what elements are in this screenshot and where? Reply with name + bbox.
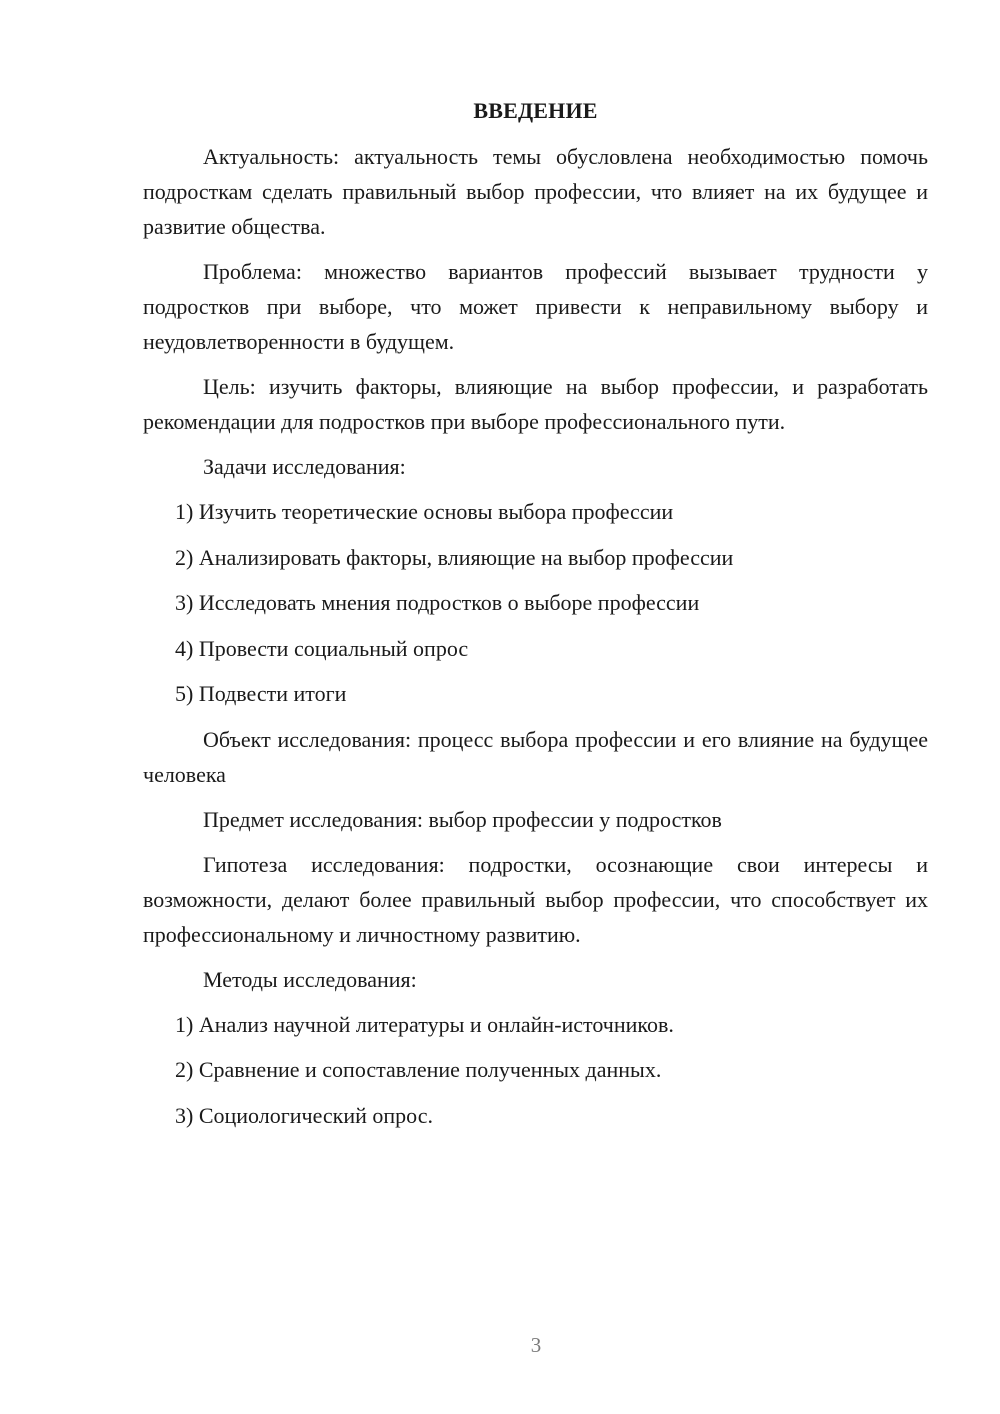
- list-item: 5) Подвести итоги: [175, 681, 347, 706]
- list-item: 3) Социологический опрос.: [175, 1102, 433, 1128]
- list-item: 2) Анализировать факторы, влияющие на выбор профессии: [175, 544, 734, 570]
- list-item: 1) Изучить теоретические основы выбора профессии: [175, 499, 674, 524]
- list-item: 3) Исследовать мнения подростков о выборе профессии: [175, 590, 700, 615]
- list-item: 2) Сравнение и сопоставление полученных данных.: [175, 1057, 662, 1082]
- hypothesis-paragraph: Гипотеза исследования: подростки, осознающие свои интересы и возможности, делают более правильный выбор профессии, что способствует их профессиональному и личностному развитию.: [143, 851, 928, 947]
- list-item: 1) Анализ научной литературы и онлайн-источников.: [175, 1011, 674, 1037]
- methods-list: [143, 1007, 928, 1133]
- tasks-list: [143, 494, 928, 711]
- list-item: 4) Провести социальный опрос: [175, 635, 469, 661]
- section-heading: ВВЕДЕНИЕ: [473, 98, 598, 123]
- tasks-label: Задачи исследования:: [203, 454, 406, 479]
- methods-label: Методы исследования:: [203, 966, 417, 992]
- subject-paragraph: Предмет исследования: выбор профессии у подростков: [203, 806, 722, 832]
- relevance-paragraph: Актуальность: актуальность темы обусловлена необходимостью помочь подросткам сделать правильный выбор профессии, что влияет на их будущее и развитие общества.: [143, 144, 928, 239]
- goal-paragraph: Цель: изучить факторы, влияющие на выбор профессии, и разработать рекомендации для подростков при выборе профессионального пути.: [143, 374, 928, 434]
- page-number: 3: [530, 1333, 542, 1357]
- object-paragraph: Объект исследования: процесс выбора профессии и его влияние на будущее человека: [143, 726, 928, 787]
- problem-paragraph: Проблема: множество вариантов профессий вызывает трудности у подростков при выборе, что может привести к неправильному выбору и неудовлетворенности в будущем.: [143, 259, 928, 354]
- document-page: [143, 96, 928, 1143]
